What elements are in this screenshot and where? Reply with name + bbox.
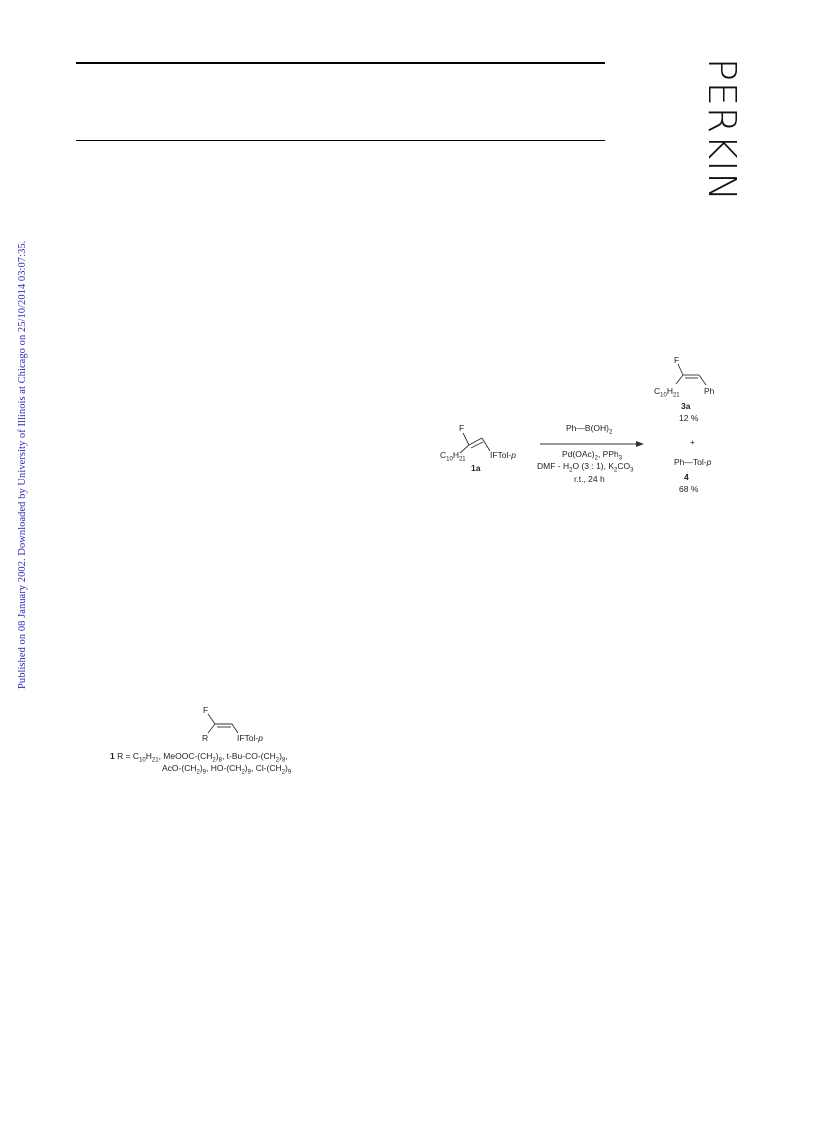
- reactant-i-label: IFTol-p: [490, 450, 516, 460]
- reactant-f-label: F: [459, 423, 465, 433]
- product-4-id: 4: [684, 472, 689, 482]
- product-3a-ph-label: Ph: [704, 386, 715, 396]
- general-r-label: R: [202, 733, 209, 743]
- bond-general-c1-r: [208, 724, 215, 733]
- reactant-r-label: $C_{10}H_{21}$: [440, 450, 466, 463]
- general-f-label: F: [203, 705, 209, 715]
- arrow-reagent-conditions: r.t., 24 h: [574, 474, 605, 484]
- reaction-arrow-head: [636, 441, 644, 447]
- arrow-reagent-solvent: DMF - $H_2O$ (3 : 1), $K_2CO_3$: [537, 461, 634, 474]
- header-rule-top: [76, 62, 605, 64]
- general-structure-scheme: [108, 700, 378, 780]
- general-caption-line2: AcO-$(CH_2)_9$, $HO-(CH_2)_9$, $Cl-(CH_2)_9$: [162, 763, 292, 776]
- product-3a-yield: 12 %: [679, 413, 699, 423]
- bond-c2-i: [482, 438, 490, 451]
- product-3a-r-label: $C_{10}H_{21}$: [654, 386, 680, 399]
- product-4-yield: 68 %: [679, 484, 699, 494]
- bond-general-f-c1: [208, 714, 215, 724]
- header-rule-bottom: [76, 140, 605, 141]
- general-caption-line1: 1 $R = C_{10}H_{21}$, MeOOC-$(CH_2)_8$, $t-Bu-CO-(CH_2)_8$,: [110, 751, 288, 764]
- download-watermark: [0, 0, 28, 1145]
- reaction-scheme: [436, 352, 736, 502]
- product-3a-f-label: F: [674, 355, 680, 365]
- bond-3a-c2-ph: [699, 375, 706, 385]
- journal-brand-text: PERKIN: [700, 58, 744, 202]
- arrow-reagent-above: $Ph—B(OH)_2$: [566, 423, 613, 436]
- bond-3a-f-c1: [678, 364, 683, 375]
- bond-general-c2-i: [232, 724, 238, 733]
- bond-3a-c1-r: [676, 375, 683, 384]
- plus-sign: +: [690, 437, 695, 447]
- general-i-label: IFTol-p: [237, 733, 263, 743]
- bond-f-c1: [463, 433, 469, 445]
- product-3a-id: 3a: [681, 401, 691, 411]
- download-watermark-text[interactable]: Published on 08 January 2002. Downloaded by University of Illinois at Chicago on 25/10/2014 03:07:35.: [17, 240, 28, 689]
- journal-brand: [700, 58, 744, 202]
- arrow-reagent-catalyst: $Pd(OAc)_2$, PPh$_3$: [562, 449, 623, 462]
- product-4-label: Ph—Tol-p: [674, 457, 712, 467]
- reactant-id: 1a: [471, 463, 481, 473]
